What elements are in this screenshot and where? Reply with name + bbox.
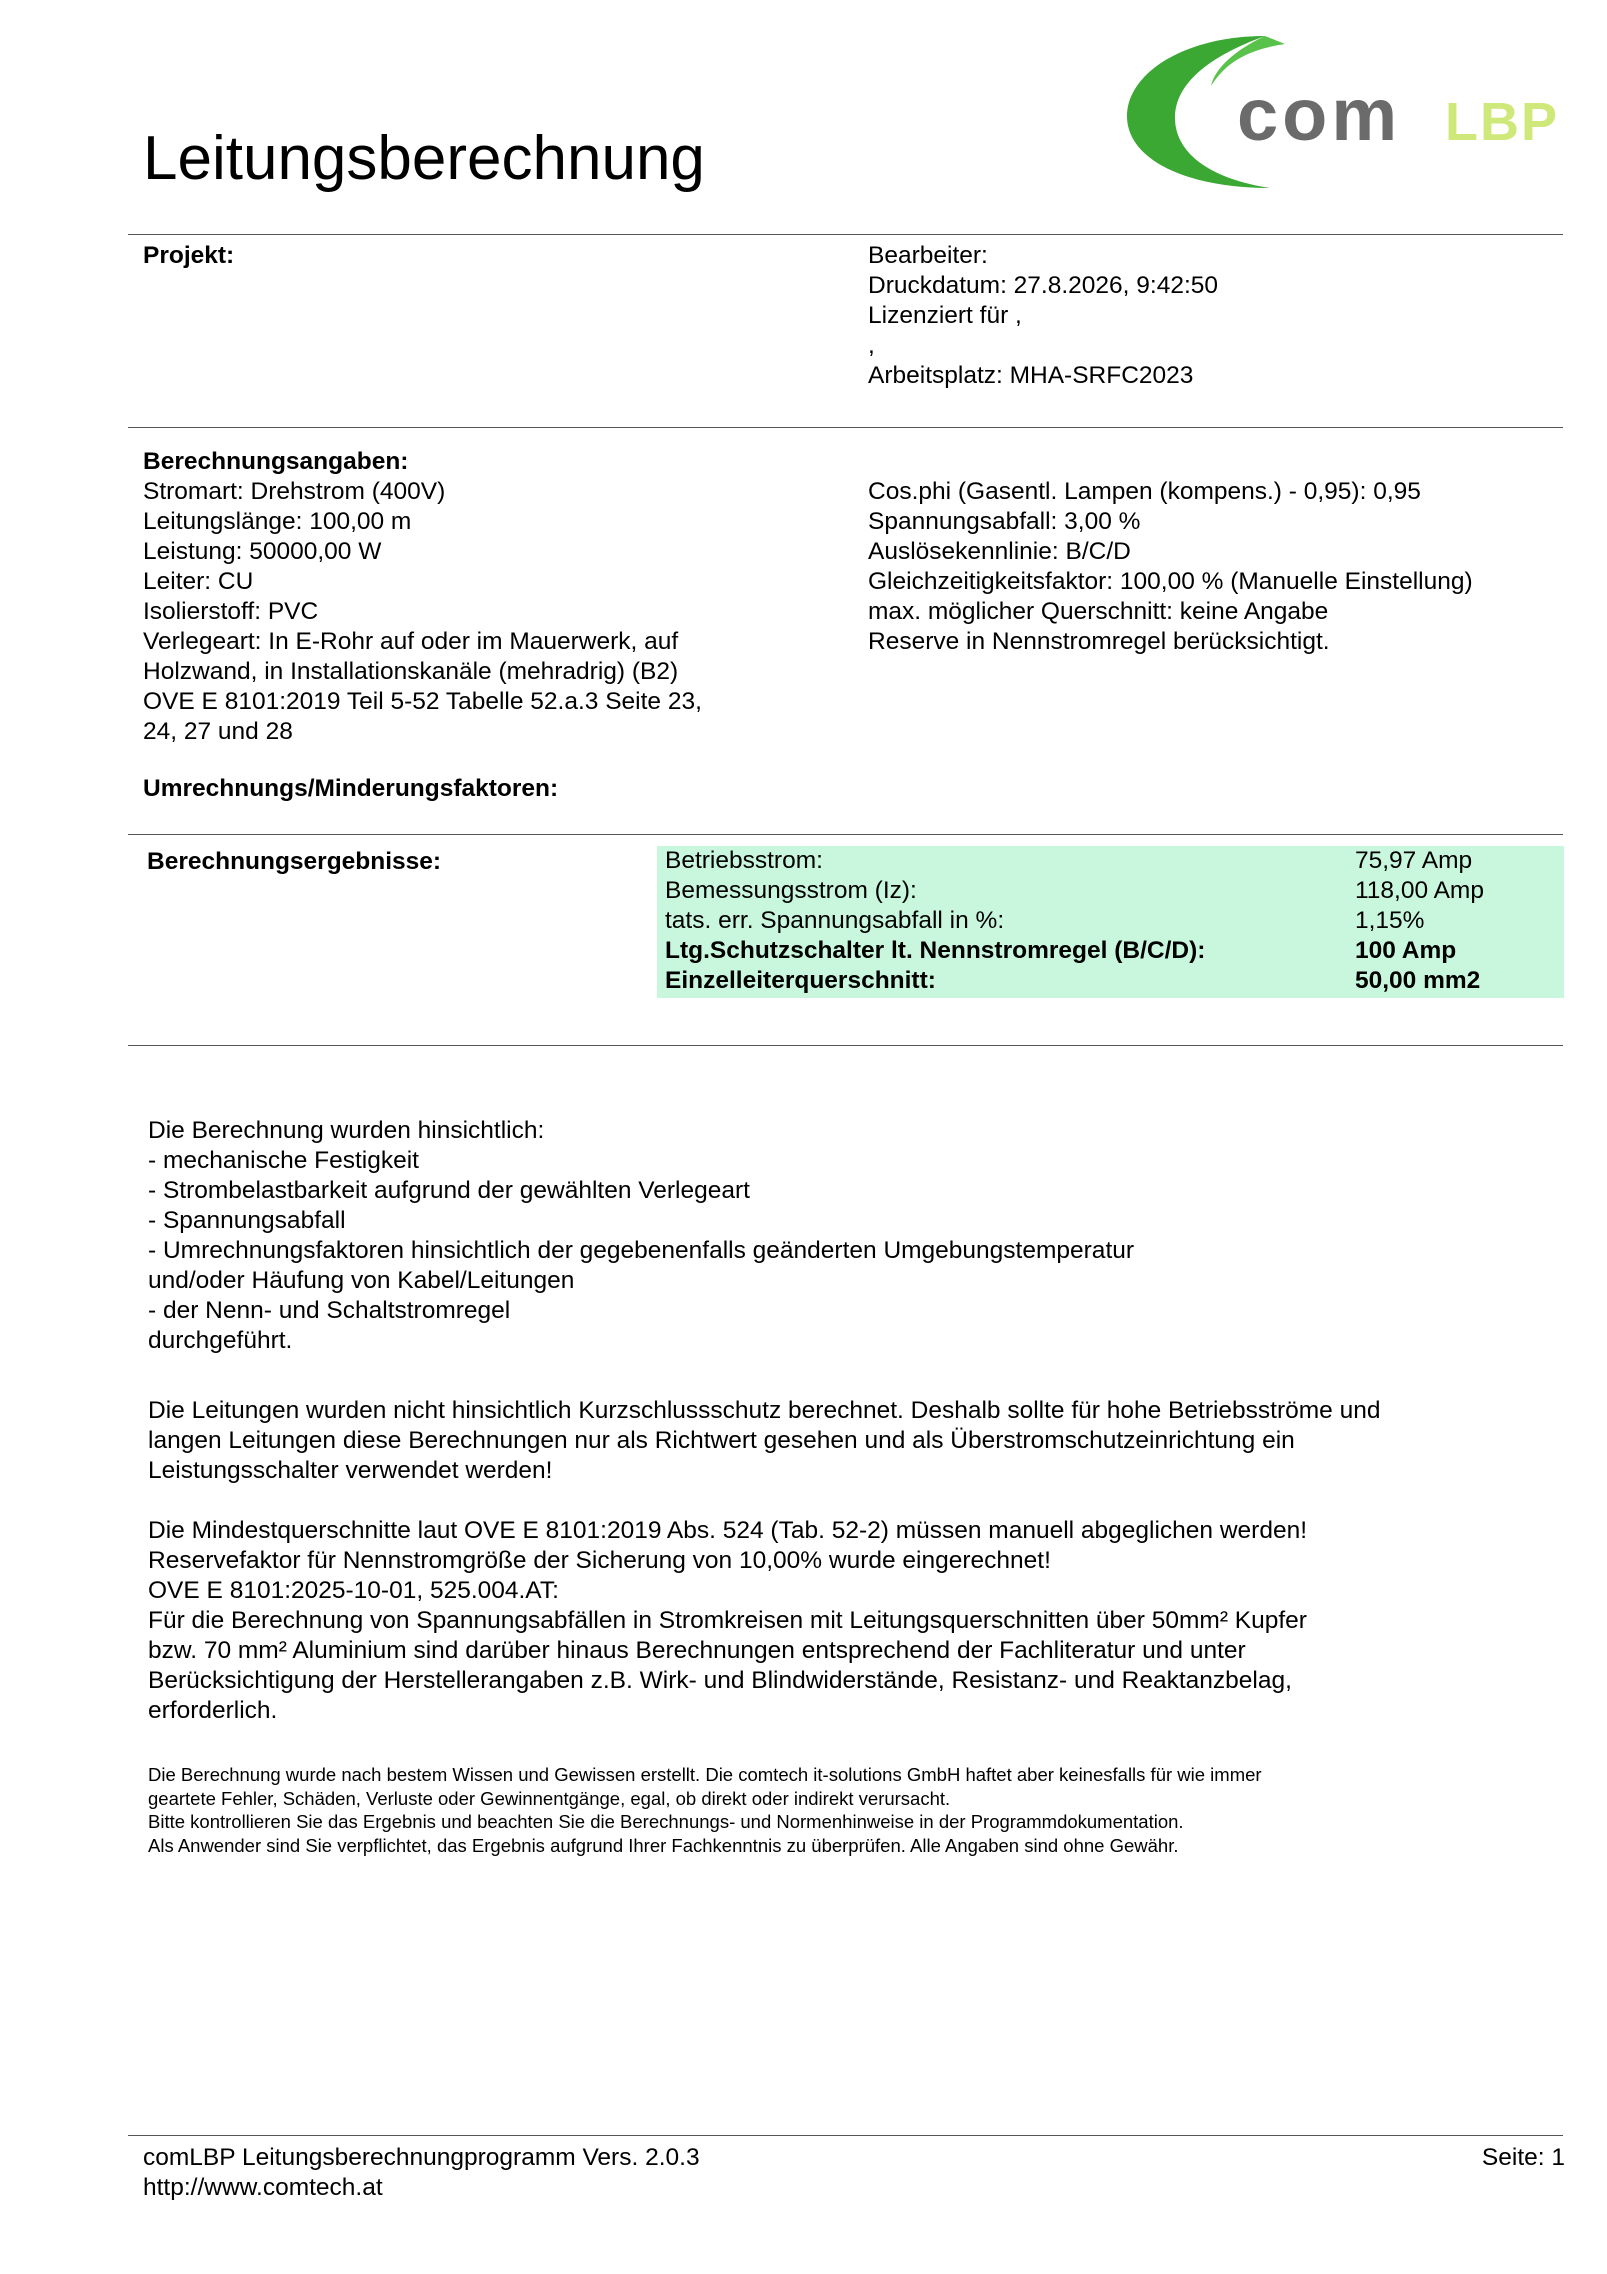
note-line: Die Berechnung wurden hinsichtlich: (148, 1117, 545, 1144)
factors-heading: Umrechnungs/Minderungsfaktoren: (143, 775, 559, 802)
note-line: Die Leitungen wurden nicht hinsichtlich Kurzschlussschutz berechnet. Deshalb sollte für hohe Betriebsströme und (148, 1397, 1381, 1424)
results-table (657, 846, 1564, 998)
input-line: Leistung: 50000,00 W (143, 538, 382, 565)
note-line: - Umrechnungsfaktoren hinsichtlich der gegebenenfalls geänderten Umgebungstemperatur (148, 1237, 1135, 1264)
input-line: Spannungsabfall: 3,00 % (868, 508, 1141, 535)
editor-line: Bearbeiter: (868, 242, 988, 269)
result-value: 118,00 Amp (1355, 877, 1484, 904)
note-line: durchgeführt. (148, 1327, 293, 1354)
input-line: Isolierstoff: PVC (143, 598, 319, 625)
input-line: Leitungslänge: 100,00 m (143, 508, 412, 535)
input-line: 24, 27 und 28 (143, 718, 293, 745)
input-line: Verlegeart: In E-Rohr auf oder im Mauerwerk, auf (143, 628, 679, 655)
note-line: bzw. 70 mm² Aluminium sind darüber hinaus Berechnungen entsprechend der Fachliteratur und unter (148, 1637, 1246, 1664)
note-line: erforderlich. (148, 1697, 278, 1724)
note-line: - Strombelastbarkeit aufgrund der gewählten Verlegeart (148, 1177, 750, 1204)
input-line: OVE E 8101:2019 Teil 5-52 Tabelle 52.a.3 Seite 23, (143, 688, 702, 715)
result-label: Betriebsstrom: (665, 847, 823, 874)
result-value: 75,97 Amp (1355, 847, 1473, 874)
note-line: und/oder Häufung von Kabel/Leitungen (148, 1267, 575, 1294)
notes-paragraph-3 (148, 1516, 1307, 1726)
divider (128, 234, 1563, 235)
project-label: Projekt: (143, 242, 235, 269)
page-title: Leitungsberechnung (143, 124, 705, 193)
input-line: Stromart: Drehstrom (400V) (143, 478, 446, 505)
disclaimer-line: geartete Fehler, Schäden, Verluste oder Gewinnentgänge, egal, ob direkt oder indirekt verursacht. (148, 1787, 951, 1809)
result-value: 100 Amp (1355, 937, 1457, 964)
footer-divider (128, 2135, 1563, 2136)
input-line: Cos.phi (Gasentl. Lampen (kompens.) - 0,95): 0,95 (868, 478, 1421, 505)
workstation-line: Arbeitsplatz: MHA-SRFC2023 (868, 362, 1194, 389)
licensed-line: Lizenziert für , (868, 302, 1022, 329)
result-label: Ltg.Schutzschalter lt. Nennstromregel (B/C/D): (665, 937, 1206, 964)
notes-paragraph-1 (148, 1116, 1134, 1356)
note-line: langen Leitungen diese Berechnungen nur als Richtwert gesehen und als Überstromschutzeinrichtung ein (148, 1427, 1295, 1454)
input-line: Auslösekennlinie: B/C/D (868, 538, 1131, 565)
project-info (868, 241, 1218, 391)
note-line: Reservefaktor für Nennstromgröße der Sicherung von 10,00% wurde eingerechnet! (148, 1547, 1051, 1574)
notes-paragraph-2 (148, 1396, 1380, 1486)
inputs-left (143, 447, 783, 747)
page-number: Seite: 1 (1481, 2144, 1565, 2171)
note-line: - der Nenn- und Schaltstromregel (148, 1297, 511, 1324)
logo-text-lbp: LBP (1445, 92, 1559, 152)
divider (128, 427, 1563, 428)
result-value: 1,15% (1355, 907, 1425, 934)
logo-text-com: com (1237, 73, 1402, 156)
footer-program: comLBP Leitungsberechnungprogramm Vers. 2.0.3 (143, 2144, 700, 2171)
inputs-heading: Berechnungsangaben: (143, 448, 409, 475)
inputs-right (868, 477, 1568, 657)
note-line: Für die Berechnung von Spannungsabfällen in Stromkreisen mit Leitungsquerschnitten über 50mm² Kupfer (148, 1607, 1307, 1634)
result-label: Einzelleiterquerschnitt: (665, 967, 936, 994)
input-line: Reserve in Nennstromregel berücksichtigt. (868, 628, 1330, 655)
divider (128, 834, 1563, 835)
result-label: Bemessungsstrom (Iz): (665, 877, 917, 904)
footer-left (143, 2143, 700, 2203)
input-line: Leiter: CU (143, 568, 254, 595)
note-line: - Spannungsabfall (148, 1207, 346, 1234)
disclaimer-line: Als Anwender sind Sie verpflichtet, das Ergebnis aufgrund Ihrer Fachkenntnis zu überprüfen. Alle Angaben sind ohne Gewähr. (148, 1834, 1179, 1856)
disclaimer-line: Die Berechnung wurde nach bestem Wissen und Gewissen erstellt. Die comtech it-solutions GmbH haftet aber keinesfalls für wie immer (148, 1764, 1262, 1785)
print-date-line: Druckdatum: 27.8.2026, 9:42:50 (868, 272, 1219, 299)
input-line: max. möglicher Querschnitt: keine Angabe (868, 598, 1329, 625)
note-line: Die Mindestquerschnitte laut OVE E 8101:2019 Abs. 524 (Tab. 52-2) müssen manuell abgeglichen werden! (148, 1517, 1308, 1544)
licensed-line-2: , (868, 332, 875, 359)
results-heading: Berechnungsergebnisse: (147, 848, 442, 875)
note-line: Berücksichtigung der Herstellerangaben z.B. Wirk- und Blindwiderstände, Resistanz- und Reaktanzbelag, (148, 1667, 1292, 1694)
note-line: Leistungsschalter verwendet werden! (148, 1457, 553, 1484)
result-label: tats. err. Spannungsabfall in %: (665, 907, 1005, 934)
result-value: 50,00 mm2 (1355, 967, 1481, 994)
divider (128, 1045, 1563, 1046)
input-line: Holzwand, in Installationskanäle (mehradrig) (B2) (143, 658, 679, 685)
note-line: - mechanische Festigkeit (148, 1147, 419, 1174)
note-line: OVE E 8101:2025-10-01, 525.004.AT: (148, 1577, 559, 1604)
input-line: Gleichzeitigkeitsfaktor: 100,00 % (Manuelle Einstellung) (868, 568, 1473, 595)
comlbp-logo (1115, 28, 1563, 193)
disclaimer (148, 1763, 1568, 1857)
disclaimer-line: Bitte kontrollieren Sie das Ergebnis und beachten Sie die Berechnungs- und Normenhinweise in der Programmdokumentation. (148, 1811, 1184, 1832)
footer-url: http://www.comtech.at (143, 2174, 383, 2201)
